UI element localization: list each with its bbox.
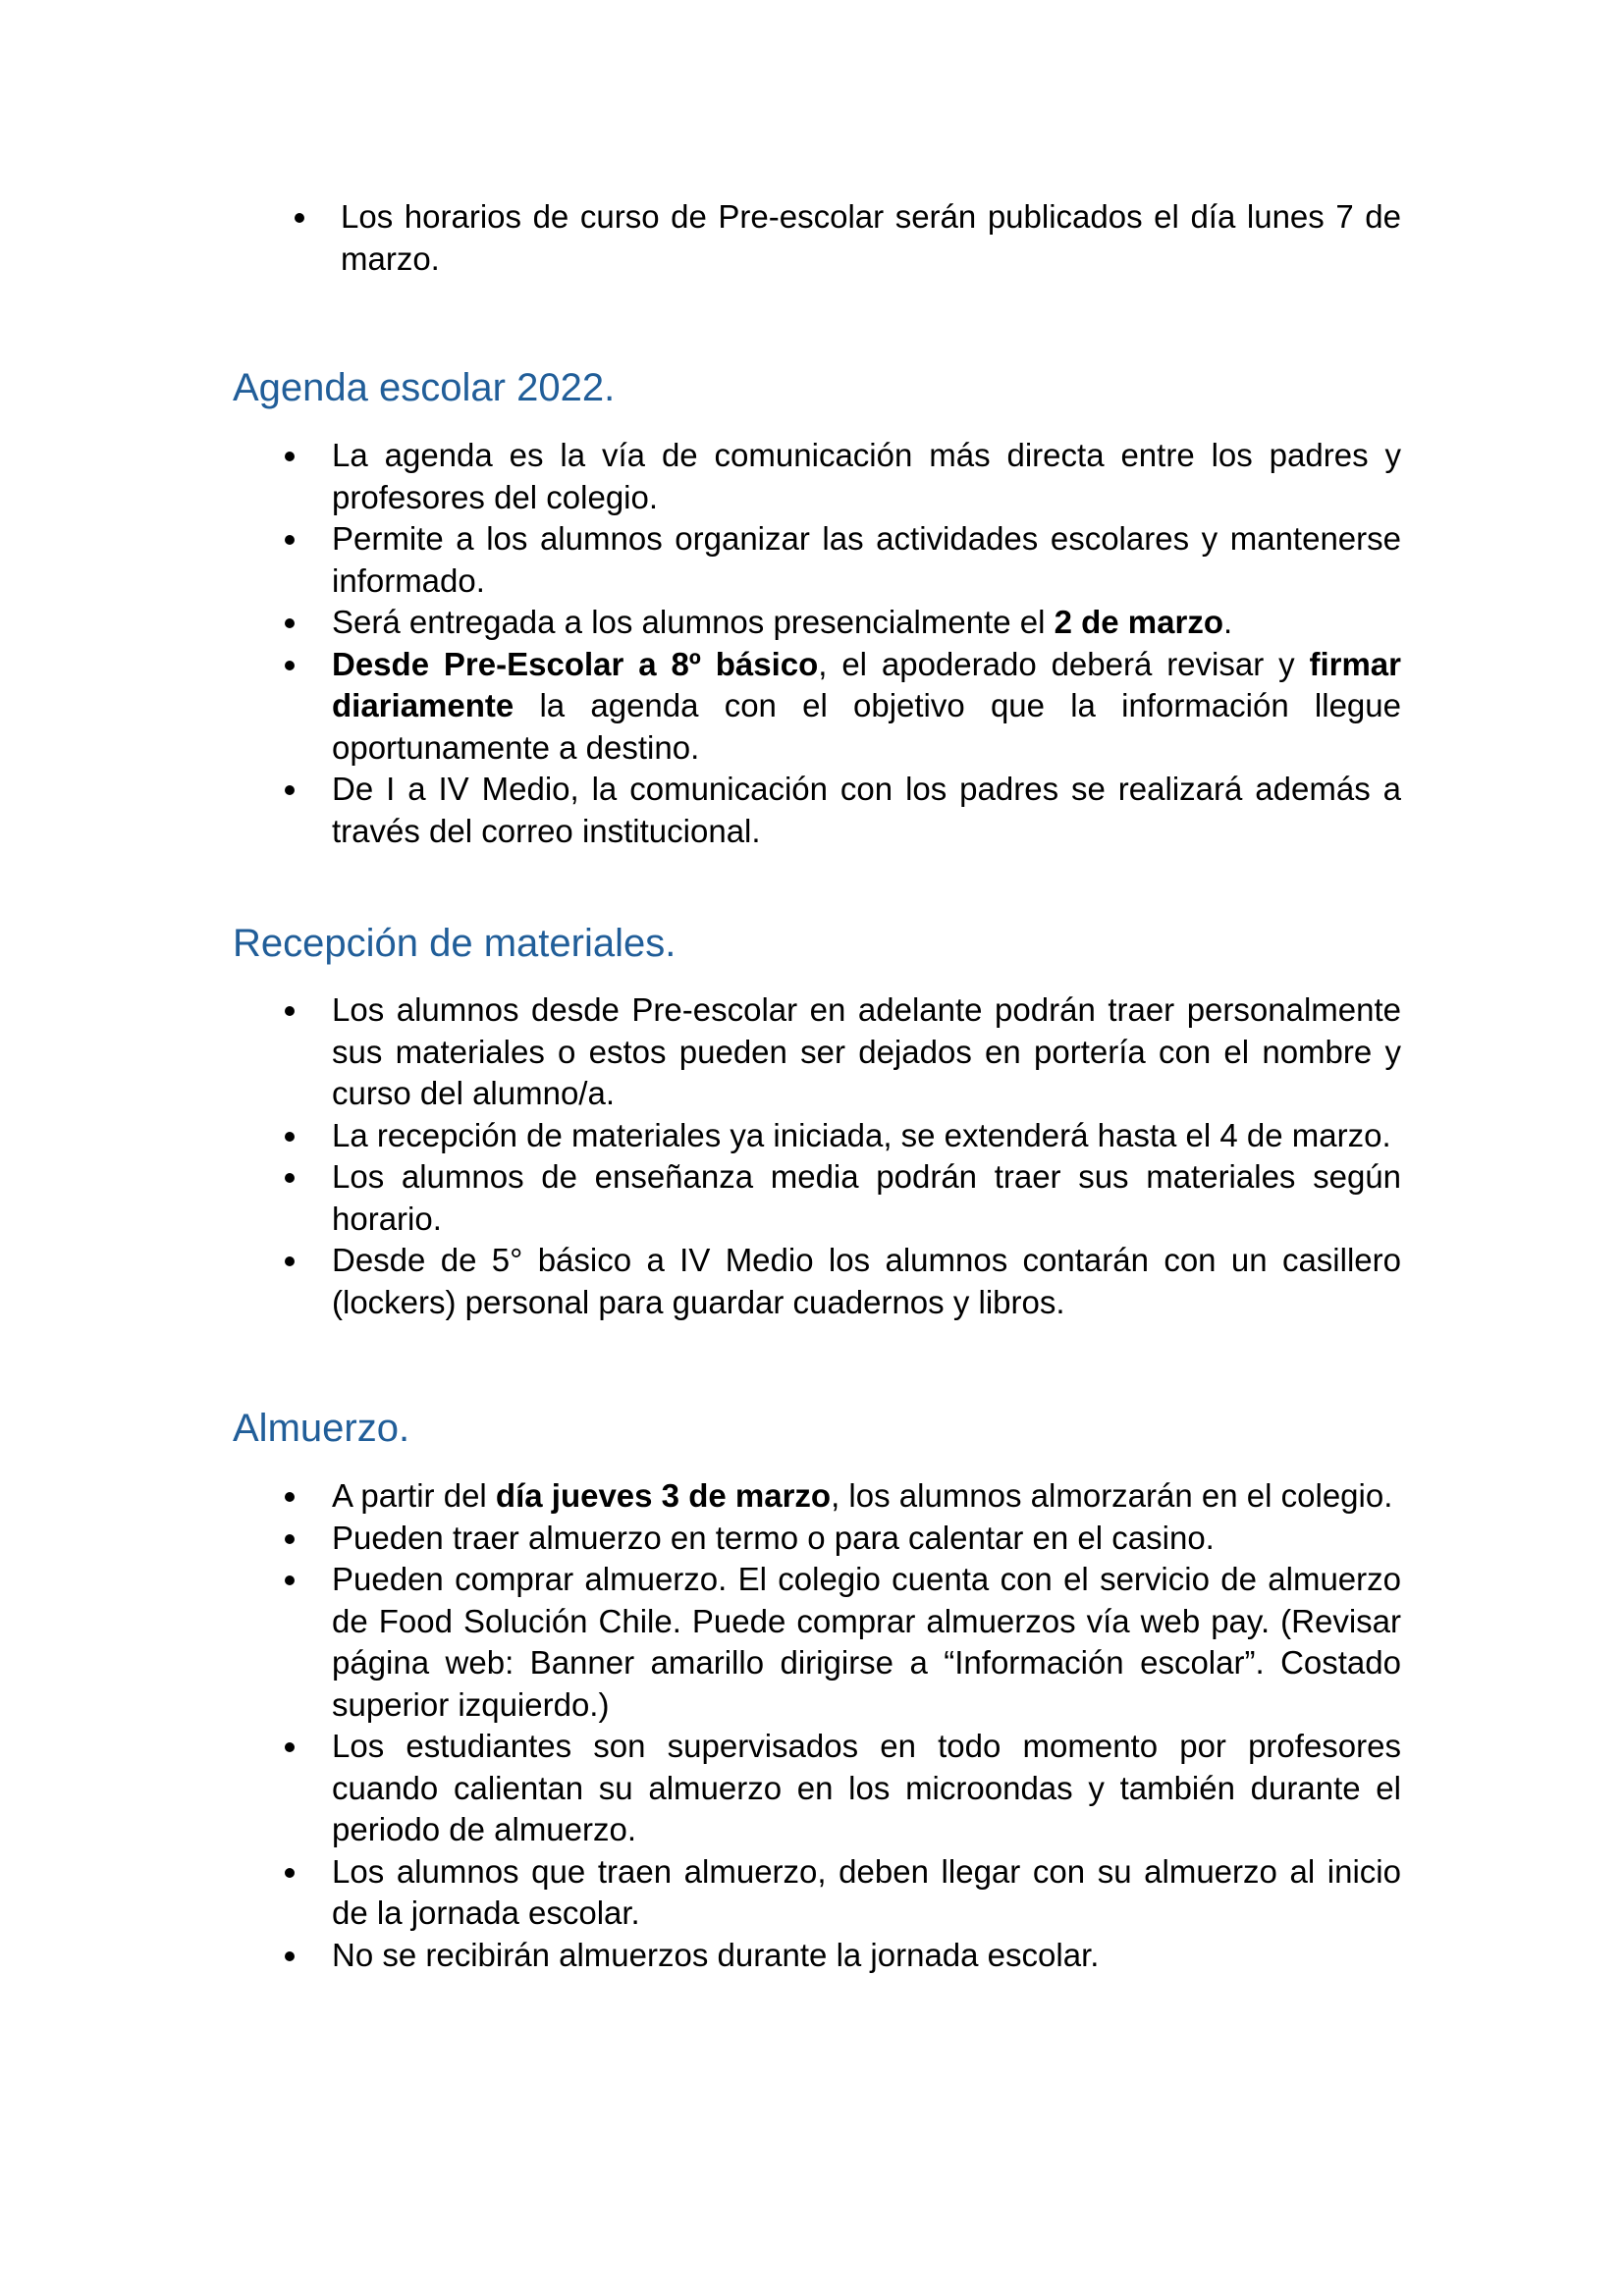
list-item <box>233 435 1401 518</box>
bullet-icon <box>285 1132 295 1142</box>
bullet-icon <box>285 535 295 545</box>
list-item <box>233 1559 1401 1726</box>
almuerzo-section <box>233 1475 1401 1976</box>
item-text: Desde de 5° básico a IV Medio los alumnos contarán con un casillero (lockers) personal para guardar cuadernos y libros. <box>332 1242 1401 1320</box>
item-text: Los alumnos de enseñanza media podrán traer sus materiales según horario. <box>332 1158 1401 1237</box>
list-item <box>233 989 1401 1115</box>
item-text: Los alumnos que traen almuerzo, deben llegar con su almuerzo al inicio de la jornada escolar. <box>332 1852 1401 1931</box>
bullet-icon <box>285 452 295 461</box>
item-text: No se recibirán almuerzos durante la jornada escolar. <box>332 1936 1100 1973</box>
materiales-section <box>233 989 1401 1323</box>
item-text: la agenda con el objetivo que la información llegue oportunamente a destino. <box>332 687 1401 766</box>
bold-text: Desde Pre-Escolar a 8º básico <box>332 645 819 682</box>
bullet-icon <box>285 1868 295 1878</box>
item-text: Los horarios de curso de Pre-escolar serán publicados el día lunes 7 de marzo. <box>341 198 1401 277</box>
item-text: Pueden traer almuerzo en termo o para calentar en el casino. <box>332 1519 1215 1556</box>
list-item <box>233 518 1401 602</box>
bullet-icon <box>285 1006 295 1016</box>
agenda-heading: Agenda escolar 2022. <box>233 366 616 409</box>
bold-text: día jueves 3 de marzo <box>495 1477 832 1514</box>
bullet-icon <box>285 1173 295 1183</box>
bullet-icon <box>285 785 295 795</box>
item-text: De I a IV Medio, la comunicación con los padres se realizará además a través del correo institucional. <box>332 771 1401 849</box>
list-item <box>233 1726 1401 1851</box>
bold-text: firmar diariamente <box>332 645 1401 723</box>
item-text: Pueden comprar almuerzo. El colegio cuenta con el servicio de almuerzo de Food Solución Chile. Puede comprar almuerzos vía web pay. (Revisar página web: Banner amarillo dirigirse a “Información escolar”. Costado superior izquierdo.) <box>332 1561 1401 1723</box>
item-text: , el apoderado deberá revisar y <box>818 645 1310 682</box>
bullet-icon <box>285 1256 295 1266</box>
materiales-list <box>233 989 1401 1323</box>
list-item <box>233 1851 1401 1935</box>
list-item <box>233 644 1401 770</box>
agenda-section <box>233 435 1401 852</box>
item-text: Los estudiantes son supervisados en todo momento por profesores cuando calientan su almuerzo en los microondas y también durante el periodo de almuerzo. <box>332 1728 1401 1847</box>
bullet-icon <box>285 618 295 628</box>
bullet-icon <box>285 1534 295 1544</box>
list-item <box>233 769 1401 852</box>
item-text: La agenda es la vía de comunicación más directa entre los padres y profesores del colegio. <box>332 437 1401 515</box>
item-text: Permite a los alumnos organizar las actividades escolares y mantenerse informado. <box>332 520 1401 599</box>
list-item <box>233 1115 1401 1157</box>
bullet-icon <box>285 1492 295 1502</box>
materiales-heading: Recepción de materiales. <box>233 922 677 965</box>
list-item <box>233 1935 1401 1977</box>
item-text: La recepción de materiales ya iniciada, se extenderá hasta el 4 de marzo. <box>332 1116 1391 1153</box>
agenda-list <box>233 435 1401 852</box>
item-text: , los alumnos almorzarán en el colegio. <box>831 1477 1393 1514</box>
item-text: A partir del <box>332 1477 496 1514</box>
bullet-icon <box>285 1575 295 1585</box>
almuerzo-heading: Almuerzo. <box>233 1407 410 1450</box>
bold-text: 2 de marzo <box>1054 604 1224 640</box>
intro-list <box>233 196 1401 280</box>
list-item <box>233 1518 1401 1560</box>
list-item <box>233 602 1401 644</box>
bullet-icon <box>285 1951 295 1961</box>
list-item <box>233 196 1401 280</box>
list-item <box>233 1156 1401 1240</box>
intro-section <box>233 196 1401 280</box>
bullet-icon <box>295 213 304 223</box>
list-item <box>233 1240 1401 1323</box>
item-text: . <box>1223 604 1233 640</box>
list-item <box>233 1475 1401 1518</box>
almuerzo-list <box>233 1475 1401 1976</box>
item-text: Los alumnos desde Pre-escolar en adelante podrán traer personalmente sus materiales o estos pueden ser dejados en portería con el nombre y curso del alumno/a. <box>332 991 1401 1111</box>
bullet-icon <box>285 661 295 670</box>
item-text: Será entregada a los alumnos presencialmente el <box>332 604 1055 640</box>
bullet-icon <box>285 1742 295 1752</box>
